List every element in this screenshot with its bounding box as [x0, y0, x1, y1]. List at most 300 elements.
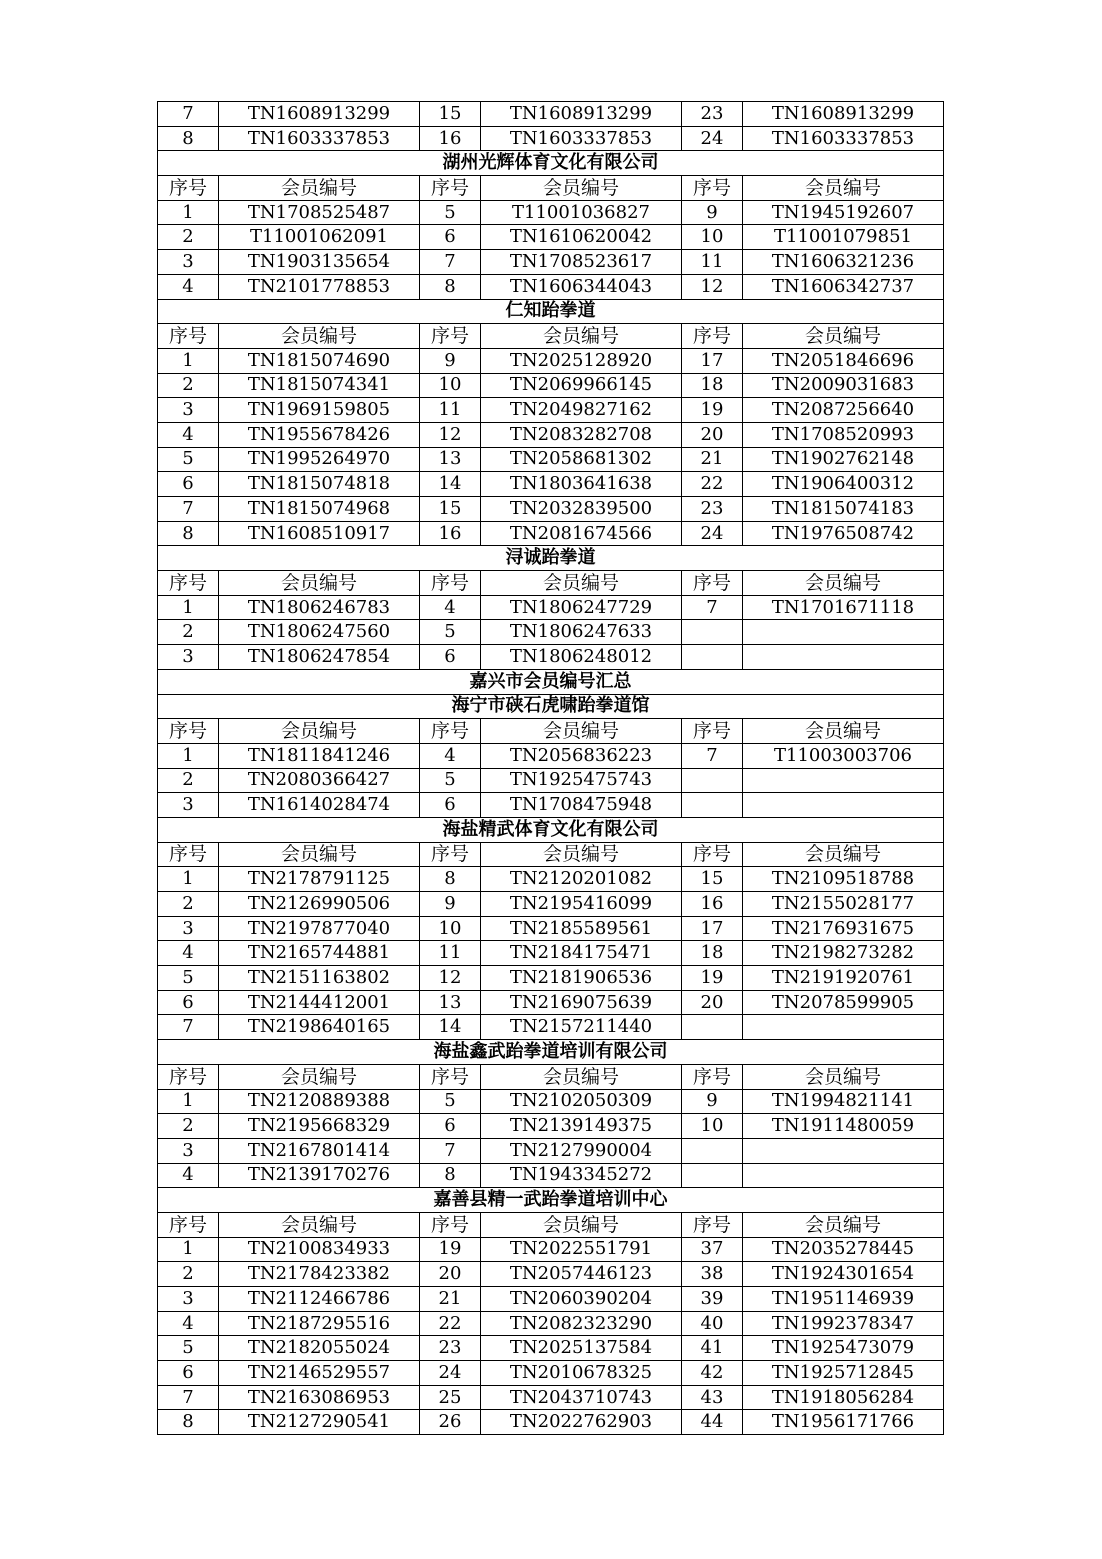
seq-cell: 2 [158, 225, 219, 250]
seq-cell: 14 [420, 472, 481, 497]
member-id-cell: TN2184175471 [481, 941, 682, 966]
member-id-header: 会员编号 [481, 571, 682, 596]
seq-cell: 6 [158, 1361, 219, 1386]
member-id-header: 会员编号 [743, 719, 944, 744]
seq-cell: 17 [682, 916, 743, 941]
seq-cell: 7 [420, 250, 481, 275]
seq-header: 序号 [158, 324, 219, 349]
seq-cell: 9 [420, 348, 481, 373]
member-id-cell: TN1918056284 [743, 1385, 944, 1410]
seq-cell [682, 768, 743, 793]
member-id-header: 会员编号 [219, 571, 420, 596]
seq-header: 序号 [682, 324, 743, 349]
seq-cell: 8 [158, 126, 219, 151]
seq-cell: 26 [420, 1410, 481, 1435]
member-id-cell: TN2049827162 [481, 398, 682, 423]
member-id-cell: TN2080366427 [219, 768, 420, 793]
seq-cell: 3 [158, 398, 219, 423]
seq-cell: 4 [420, 595, 481, 620]
seq-cell: 8 [158, 521, 219, 546]
member-id-cell: TN2167801414 [219, 1138, 420, 1163]
table-row [158, 472, 944, 497]
member-id-cell: TN1806247633 [481, 620, 682, 645]
section-title: 海盐鑫武跆拳道培训有限公司 [158, 1040, 944, 1065]
member-id-cell: TN2083282708 [481, 422, 682, 447]
seq-cell: 39 [682, 1287, 743, 1312]
seq-cell: 11 [420, 398, 481, 423]
seq-cell: 8 [158, 1410, 219, 1435]
member-id-cell: TN1614028474 [219, 793, 420, 818]
column-header-row [158, 176, 944, 201]
member-id-cell: TN2082323290 [481, 1311, 682, 1336]
table-row [158, 1262, 944, 1287]
member-id-header: 会员编号 [743, 1064, 944, 1089]
table-row [158, 1410, 944, 1435]
member-id-cell: TN2191920761 [743, 966, 944, 991]
seq-header: 序号 [158, 842, 219, 867]
seq-cell: 10 [420, 373, 481, 398]
member-id-cell: TN1608510917 [219, 521, 420, 546]
section-title-row [158, 669, 944, 694]
member-id-cell: TN2139170276 [219, 1163, 420, 1188]
member-id-cell: TN2127990004 [481, 1138, 682, 1163]
seq-cell: 4 [158, 274, 219, 299]
seq-cell: 25 [420, 1385, 481, 1410]
seq-cell [682, 1015, 743, 1040]
seq-cell: 6 [158, 472, 219, 497]
table-row [158, 743, 944, 768]
seq-header: 序号 [158, 571, 219, 596]
member-id-cell: TN1943345272 [481, 1163, 682, 1188]
seq-cell: 4 [158, 422, 219, 447]
member-id-header: 会员编号 [481, 1212, 682, 1237]
seq-cell: 9 [682, 1089, 743, 1114]
seq-cell: 1 [158, 1237, 219, 1262]
seq-header: 序号 [158, 1064, 219, 1089]
member-id-header: 会员编号 [219, 719, 420, 744]
seq-cell: 17 [682, 348, 743, 373]
table-row [158, 1311, 944, 1336]
table-row [158, 1336, 944, 1361]
seq-cell: 11 [420, 941, 481, 966]
seq-cell: 41 [682, 1336, 743, 1361]
seq-cell: 19 [682, 966, 743, 991]
table-row [158, 1089, 944, 1114]
seq-header: 序号 [682, 719, 743, 744]
seq-cell: 1 [158, 1089, 219, 1114]
member-id-cell: TN1925475743 [481, 768, 682, 793]
section-title: 仁知跆拳道 [158, 299, 944, 324]
member-id-cell: TN2157211440 [481, 1015, 682, 1040]
member-id-cell: TN1608913299 [481, 102, 682, 127]
member-id-cell: TN2101778853 [219, 274, 420, 299]
section-title-row [158, 299, 944, 324]
seq-cell: 44 [682, 1410, 743, 1435]
table-row [158, 1385, 944, 1410]
member-id-cell: TN1815074968 [219, 497, 420, 522]
member-id-cell: TN1608913299 [743, 102, 944, 127]
seq-cell: 6 [158, 990, 219, 1015]
seq-cell: 42 [682, 1361, 743, 1386]
member-id-cell: TN2185589561 [481, 916, 682, 941]
member-id-cell: TN2155028177 [743, 892, 944, 917]
member-id-cell: TN2120889388 [219, 1089, 420, 1114]
seq-cell: 7 [682, 595, 743, 620]
table-row [158, 1237, 944, 1262]
seq-cell: 6 [420, 793, 481, 818]
member-id-header: 会员编号 [743, 324, 944, 349]
member-id-cell: TN2087256640 [743, 398, 944, 423]
member-id-cell: T11001062091 [219, 225, 420, 250]
member-id-cell: TN2187295516 [219, 1311, 420, 1336]
table-row [158, 645, 944, 670]
seq-cell: 1 [158, 348, 219, 373]
member-id-cell: TN1976508742 [743, 521, 944, 546]
seq-cell: 5 [158, 966, 219, 991]
table-row [158, 941, 944, 966]
member-id-cell: TN1945192607 [743, 200, 944, 225]
seq-cell: 2 [158, 620, 219, 645]
member-id-header: 会员编号 [481, 842, 682, 867]
member-id-cell: TN2060390204 [481, 1287, 682, 1312]
member-id-cell: TN2165744881 [219, 941, 420, 966]
member-id-cell: TN2178791125 [219, 867, 420, 892]
member-id-cell [743, 1015, 944, 1040]
seq-cell: 3 [158, 1138, 219, 1163]
table-row [158, 892, 944, 917]
member-id-cell: TN2043710743 [481, 1385, 682, 1410]
member-id-cell: TN2035278445 [743, 1237, 944, 1262]
member-id-cell: TN2181906536 [481, 966, 682, 991]
seq-header: 序号 [682, 176, 743, 201]
seq-header: 序号 [158, 176, 219, 201]
seq-cell: 5 [420, 768, 481, 793]
table-row [158, 990, 944, 1015]
section-title-row [158, 694, 944, 719]
seq-cell: 1 [158, 595, 219, 620]
member-id-cell: TN1811841246 [219, 743, 420, 768]
seq-cell: 24 [420, 1361, 481, 1386]
seq-cell: 21 [682, 447, 743, 472]
table-row [158, 447, 944, 472]
member-id-cell [743, 645, 944, 670]
seq-cell: 19 [682, 398, 743, 423]
member-id-cell: TN1924301654 [743, 1262, 944, 1287]
seq-header: 序号 [682, 842, 743, 867]
seq-cell: 14 [420, 1015, 481, 1040]
seq-cell: 9 [682, 200, 743, 225]
seq-cell: 7 [420, 1138, 481, 1163]
member-id-cell: TN1603337853 [219, 126, 420, 151]
seq-header: 序号 [158, 1212, 219, 1237]
seq-cell: 15 [420, 497, 481, 522]
member-id-cell: TN2025137584 [481, 1336, 682, 1361]
seq-cell [682, 620, 743, 645]
seq-cell: 2 [158, 768, 219, 793]
member-id-table [157, 101, 944, 1435]
seq-cell: 12 [682, 274, 743, 299]
seq-cell: 8 [420, 1163, 481, 1188]
member-id-cell: TN2126990506 [219, 892, 420, 917]
column-header-row [158, 1064, 944, 1089]
seq-cell: 16 [682, 892, 743, 917]
member-id-cell: TN1815074818 [219, 472, 420, 497]
member-id-cell: TN2058681302 [481, 447, 682, 472]
seq-cell: 21 [420, 1287, 481, 1312]
seq-cell: 5 [420, 1089, 481, 1114]
seq-cell: 7 [158, 102, 219, 127]
seq-cell: 11 [682, 250, 743, 275]
seq-cell: 1 [158, 743, 219, 768]
column-header-row [158, 1212, 944, 1237]
member-id-cell: TN1806247854 [219, 645, 420, 670]
seq-header: 序号 [682, 1212, 743, 1237]
member-id-cell: TN1606344043 [481, 274, 682, 299]
member-id-cell: TN1955678426 [219, 422, 420, 447]
table-row [158, 521, 944, 546]
member-id-cell: TN2127290541 [219, 1410, 420, 1435]
seq-cell: 23 [420, 1336, 481, 1361]
table-row [158, 422, 944, 447]
seq-cell: 4 [158, 941, 219, 966]
seq-cell: 7 [158, 1385, 219, 1410]
seq-cell: 2 [158, 1114, 219, 1139]
section-title: 海宁市硖石虎啸跆拳道馆 [158, 694, 944, 719]
table-row [158, 768, 944, 793]
member-id-table-body [158, 102, 944, 1435]
seq-cell: 10 [682, 225, 743, 250]
seq-cell: 16 [420, 521, 481, 546]
table-row [158, 348, 944, 373]
member-id-cell: TN2169075639 [481, 990, 682, 1015]
table-row [158, 966, 944, 991]
seq-cell [682, 1138, 743, 1163]
table-row [158, 200, 944, 225]
table-row [158, 793, 944, 818]
table-row [158, 1287, 944, 1312]
member-id-cell: TN2195668329 [219, 1114, 420, 1139]
section-title: 海盐精武体育文化有限公司 [158, 817, 944, 842]
seq-cell: 7 [682, 743, 743, 768]
seq-cell: 43 [682, 1385, 743, 1410]
seq-cell: 2 [158, 373, 219, 398]
member-id-cell: TN2163086953 [219, 1385, 420, 1410]
seq-cell: 19 [420, 1237, 481, 1262]
member-id-cell: TN1708475948 [481, 793, 682, 818]
table-row [158, 398, 944, 423]
member-id-cell: TN2056836223 [481, 743, 682, 768]
member-id-cell: TN2022762903 [481, 1410, 682, 1435]
seq-cell: 10 [682, 1114, 743, 1139]
seq-cell: 6 [420, 645, 481, 670]
member-id-cell: TN1903135654 [219, 250, 420, 275]
member-id-cell: TN1815074183 [743, 497, 944, 522]
seq-header: 序号 [158, 719, 219, 744]
seq-cell: 6 [420, 225, 481, 250]
seq-cell: 3 [158, 916, 219, 941]
member-id-cell: TN1906400312 [743, 472, 944, 497]
member-id-cell [743, 1138, 944, 1163]
table-row [158, 1114, 944, 1139]
member-id-cell: TN2069966145 [481, 373, 682, 398]
section-title: 湖州光辉体育文化有限公司 [158, 151, 944, 176]
member-id-cell: T11003003706 [743, 743, 944, 768]
table-row [158, 1163, 944, 1188]
member-id-cell: TN2151163802 [219, 966, 420, 991]
seq-cell: 7 [158, 497, 219, 522]
member-id-cell [743, 793, 944, 818]
table-row [158, 620, 944, 645]
member-id-cell: TN2009031683 [743, 373, 944, 398]
member-id-cell: TN1806246783 [219, 595, 420, 620]
member-id-header: 会员编号 [481, 176, 682, 201]
seq-cell: 13 [420, 447, 481, 472]
section-title-row [158, 546, 944, 571]
seq-cell: 2 [158, 1262, 219, 1287]
seq-cell: 4 [158, 1311, 219, 1336]
member-id-cell: TN1951146939 [743, 1287, 944, 1312]
table-row [158, 126, 944, 151]
member-id-cell: TN1608913299 [219, 102, 420, 127]
member-id-cell: T11001079851 [743, 225, 944, 250]
seq-cell: 8 [420, 274, 481, 299]
member-id-cell: TN1803641638 [481, 472, 682, 497]
seq-cell: 18 [682, 941, 743, 966]
seq-cell: 5 [420, 620, 481, 645]
member-id-cell: TN2195416099 [481, 892, 682, 917]
member-id-header: 会员编号 [219, 1064, 420, 1089]
member-id-cell: TN2139149375 [481, 1114, 682, 1139]
member-id-cell: TN1708520993 [743, 422, 944, 447]
member-id-header: 会员编号 [219, 1212, 420, 1237]
member-id-cell [743, 1163, 944, 1188]
member-id-cell: TN1603337853 [481, 126, 682, 151]
table-row [158, 250, 944, 275]
member-id-header: 会员编号 [219, 176, 420, 201]
member-id-cell: TN2100834933 [219, 1237, 420, 1262]
seq-cell: 22 [420, 1311, 481, 1336]
seq-cell: 9 [420, 892, 481, 917]
seq-cell: 12 [420, 966, 481, 991]
seq-header: 序号 [420, 842, 481, 867]
member-id-cell: TN1956171766 [743, 1410, 944, 1435]
table-row [158, 867, 944, 892]
column-header-row [158, 324, 944, 349]
seq-cell: 37 [682, 1237, 743, 1262]
table-row [158, 916, 944, 941]
table-row [158, 1138, 944, 1163]
member-id-cell: TN1701671118 [743, 595, 944, 620]
member-id-cell: TN2102050309 [481, 1089, 682, 1114]
seq-cell: 4 [158, 1163, 219, 1188]
seq-header: 序号 [420, 176, 481, 201]
member-id-cell: TN2197877040 [219, 916, 420, 941]
table-row [158, 497, 944, 522]
seq-cell: 3 [158, 250, 219, 275]
member-id-cell: TN1606321236 [743, 250, 944, 275]
member-id-cell [743, 768, 944, 793]
member-id-cell: TN2032839500 [481, 497, 682, 522]
seq-header: 序号 [420, 1212, 481, 1237]
seq-cell: 20 [420, 1262, 481, 1287]
table-row [158, 1361, 944, 1386]
seq-cell: 40 [682, 1311, 743, 1336]
seq-cell: 8 [420, 867, 481, 892]
seq-cell: 3 [158, 1287, 219, 1312]
member-id-header: 会员编号 [743, 571, 944, 596]
seq-cell: 1 [158, 200, 219, 225]
seq-cell: 3 [158, 645, 219, 670]
member-id-cell: TN2025128920 [481, 348, 682, 373]
member-id-cell: TN2051846696 [743, 348, 944, 373]
seq-cell: 2 [158, 892, 219, 917]
section-title: 浔诚跆拳道 [158, 546, 944, 571]
member-id-cell: TN1995264970 [219, 447, 420, 472]
table-row [158, 1015, 944, 1040]
member-id-cell: TN1902762148 [743, 447, 944, 472]
member-id-cell: TN2120201082 [481, 867, 682, 892]
seq-cell [682, 645, 743, 670]
seq-cell: 24 [682, 521, 743, 546]
member-id-cell: TN2198273282 [743, 941, 944, 966]
member-id-cell: TN2057446123 [481, 1262, 682, 1287]
seq-cell: 16 [420, 126, 481, 151]
member-id-header: 会员编号 [219, 842, 420, 867]
section-title-row [158, 1040, 944, 1065]
member-id-cell: TN1806247560 [219, 620, 420, 645]
seq-cell: 10 [420, 916, 481, 941]
member-id-cell: TN1969159805 [219, 398, 420, 423]
member-id-cell: TN1606342737 [743, 274, 944, 299]
seq-cell: 12 [420, 422, 481, 447]
member-id-cell: TN1911480059 [743, 1114, 944, 1139]
member-id-cell: TN2022551791 [481, 1237, 682, 1262]
section-title: 嘉善县精一武跆拳道培训中心 [158, 1188, 944, 1213]
member-id-cell: TN2081674566 [481, 521, 682, 546]
member-id-cell: TN1925712845 [743, 1361, 944, 1386]
section-title-row [158, 1188, 944, 1213]
member-id-header: 会员编号 [481, 324, 682, 349]
seq-cell: 20 [682, 422, 743, 447]
member-id-cell: TN2144412001 [219, 990, 420, 1015]
member-id-cell: TN1815074341 [219, 373, 420, 398]
member-id-cell: TN1610620042 [481, 225, 682, 250]
member-id-cell: TN1994821141 [743, 1089, 944, 1114]
seq-cell: 7 [158, 1015, 219, 1040]
member-id-cell: T11001036827 [481, 200, 682, 225]
seq-header: 序号 [420, 719, 481, 744]
section-title: 嘉兴市会员编号汇总 [158, 669, 944, 694]
seq-cell: 13 [420, 990, 481, 1015]
seq-header: 序号 [420, 571, 481, 596]
seq-cell: 5 [158, 1336, 219, 1361]
seq-cell: 4 [420, 743, 481, 768]
member-id-cell: TN1603337853 [743, 126, 944, 151]
seq-cell: 22 [682, 472, 743, 497]
member-id-header: 会员编号 [481, 719, 682, 744]
seq-header: 序号 [420, 324, 481, 349]
column-header-row [158, 571, 944, 596]
table-row [158, 102, 944, 127]
member-id-header: 会员编号 [219, 324, 420, 349]
member-id-cell: TN1806247729 [481, 595, 682, 620]
column-header-row [158, 842, 944, 867]
seq-cell: 23 [682, 497, 743, 522]
member-id-cell: TN2010678325 [481, 1361, 682, 1386]
member-id-cell: TN1708525487 [219, 200, 420, 225]
member-id-cell: TN1925473079 [743, 1336, 944, 1361]
seq-cell: 18 [682, 373, 743, 398]
